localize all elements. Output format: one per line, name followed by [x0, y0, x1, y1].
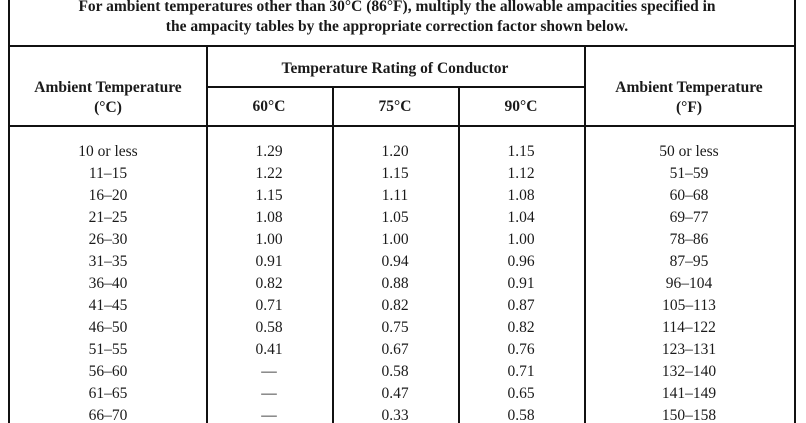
ambient-fahrenheit-cell: 96–104 — [665, 275, 713, 292]
ambient-fahrenheit-cell: 150–158 — [661, 407, 717, 423]
factor-75-cell: 1.11 — [381, 187, 409, 204]
factor-60-cell: — — [261, 385, 277, 402]
table-row — [10, 207, 794, 229]
col-75-header: 75°C — [378, 98, 412, 115]
ambient-celsius-header-line2: (°C) — [94, 99, 122, 116]
ambient-fahrenheit-cell: 50 or less — [659, 143, 719, 160]
factor-75-cell: 1.05 — [381, 209, 409, 226]
ambient-celsius-cell: 31–35 — [88, 253, 128, 270]
note-line-1: For ambient temperatures other than 30°C (86°F), multiply the allowable ampacities specified in — [78, 0, 716, 15]
ambient-fahrenheit-cell: 105–113 — [662, 297, 716, 314]
factor-75-cell: 0.82 — [381, 297, 409, 314]
ambient-celsius-cell: 26–30 — [88, 231, 128, 248]
table-row — [10, 273, 794, 295]
table-row — [10, 383, 794, 405]
ambient-celsius-cell: 21–25 — [88, 209, 128, 226]
table-row — [10, 251, 794, 273]
ambient-fahrenheit-cell: 51–59 — [669, 165, 709, 182]
table-row — [10, 405, 794, 423]
ambient-celsius-cell: 56–60 — [88, 363, 128, 380]
factor-90-cell: 1.08 — [507, 187, 535, 204]
ambient-celsius-cell: 41–45 — [88, 297, 128, 314]
factor-90-cell: 0.87 — [507, 297, 535, 314]
table-top-rule — [10, 45, 794, 47]
ambient-celsius-cell: 16–20 — [88, 187, 128, 204]
factor-90-cell: 1.00 — [507, 231, 535, 248]
rating-group-header: Temperature Rating of Conductor — [281, 60, 509, 77]
correction-note — [12, 0, 782, 37]
factor-90-cell: 0.76 — [507, 341, 535, 358]
factor-75-cell: 0.88 — [381, 275, 409, 292]
factor-90-cell: 0.91 — [507, 275, 535, 292]
factor-90-cell: 0.71 — [507, 363, 535, 380]
factor-75-cell: 0.47 — [381, 385, 409, 402]
factor-75-cell: 0.94 — [381, 253, 409, 270]
factor-60-cell: 0.82 — [255, 275, 283, 292]
ambient-fahrenheit-cell: 114–122 — [662, 319, 716, 336]
table-row — [10, 361, 794, 383]
factor-60-cell: 0.58 — [255, 319, 283, 336]
ambient-celsius-cell: 66–70 — [88, 407, 128, 423]
col-60-header: 60°C — [252, 98, 286, 115]
factor-90-cell: 0.58 — [507, 407, 535, 423]
ambient-fahrenheit-cell: 60–68 — [669, 187, 709, 204]
note-line-2: the ampacity tables by the appropriate correction factor shown below. — [165, 18, 629, 35]
table-row — [10, 317, 794, 339]
factor-90-cell: 0.65 — [507, 385, 535, 402]
rating-group-rule — [206, 86, 584, 88]
ambient-celsius-cell: 46–50 — [88, 319, 128, 336]
ambient-fahrenheit-cell: 69–77 — [669, 209, 709, 226]
factor-75-cell: 0.33 — [381, 407, 409, 423]
factor-60-cell: 1.08 — [255, 209, 283, 226]
factor-75-cell: 1.20 — [381, 143, 409, 160]
factor-60-cell: 1.15 — [255, 187, 283, 204]
ambient-celsius-cell: 61–65 — [88, 385, 128, 402]
table-row — [10, 295, 794, 317]
factor-75-cell: 0.67 — [381, 341, 409, 358]
factor-60-cell: 0.71 — [255, 297, 283, 314]
ambient-celsius-cell: 11–15 — [88, 165, 128, 182]
factor-60-cell: 0.91 — [255, 253, 283, 270]
table-row — [10, 185, 794, 207]
factor-90-cell: 0.82 — [507, 319, 535, 336]
factor-75-cell: 0.75 — [381, 319, 409, 336]
header-bottom-rule — [10, 125, 794, 127]
table-row — [10, 339, 794, 361]
ambient-celsius-cell: 36–40 — [88, 275, 128, 292]
factor-90-cell: 0.96 — [507, 253, 535, 270]
factor-60-cell: 0.41 — [255, 341, 283, 358]
table-row — [10, 229, 794, 251]
factor-60-cell: 1.22 — [255, 165, 283, 182]
factor-90-cell: 1.04 — [507, 209, 535, 226]
factor-75-cell: 1.15 — [381, 165, 409, 182]
ambient-fahrenheit-cell: 123–131 — [661, 341, 717, 358]
ambient-celsius-cell: 10 or less — [78, 143, 138, 160]
ambient-celsius-header — [10, 78, 206, 118]
table-row — [10, 141, 794, 163]
factor-60-cell: — — [261, 363, 277, 380]
ambient-fahrenheit-cell: 78–86 — [669, 231, 709, 248]
ambient-fahrenheit-cell: 132–140 — [661, 363, 717, 380]
factor-90-cell: 1.15 — [507, 143, 535, 160]
ambient-celsius-cell: 51–55 — [88, 341, 128, 358]
factor-75-cell: 1.00 — [381, 231, 409, 248]
col-90-header: 90°C — [504, 98, 538, 115]
factor-75-cell: 0.58 — [381, 363, 409, 380]
ambient-fahrenheit-header — [584, 78, 794, 118]
factor-60-cell: 1.00 — [255, 231, 283, 248]
ambient-fahrenheit-cell: 141–149 — [661, 385, 717, 402]
ambient-fahrenheit-cell: 87–95 — [669, 253, 709, 270]
ambient-fahrenheit-header-line1: Ambient Temperature — [615, 79, 763, 96]
factor-90-cell: 1.12 — [507, 165, 535, 182]
factor-60-cell: — — [261, 407, 277, 423]
table-row — [10, 163, 794, 185]
ambient-celsius-header-line1: Ambient Temperature — [34, 79, 182, 96]
ambient-fahrenheit-header-line2: (°F) — [676, 99, 702, 116]
factor-60-cell: 1.29 — [255, 143, 283, 160]
table-right-border — [794, 0, 796, 423]
